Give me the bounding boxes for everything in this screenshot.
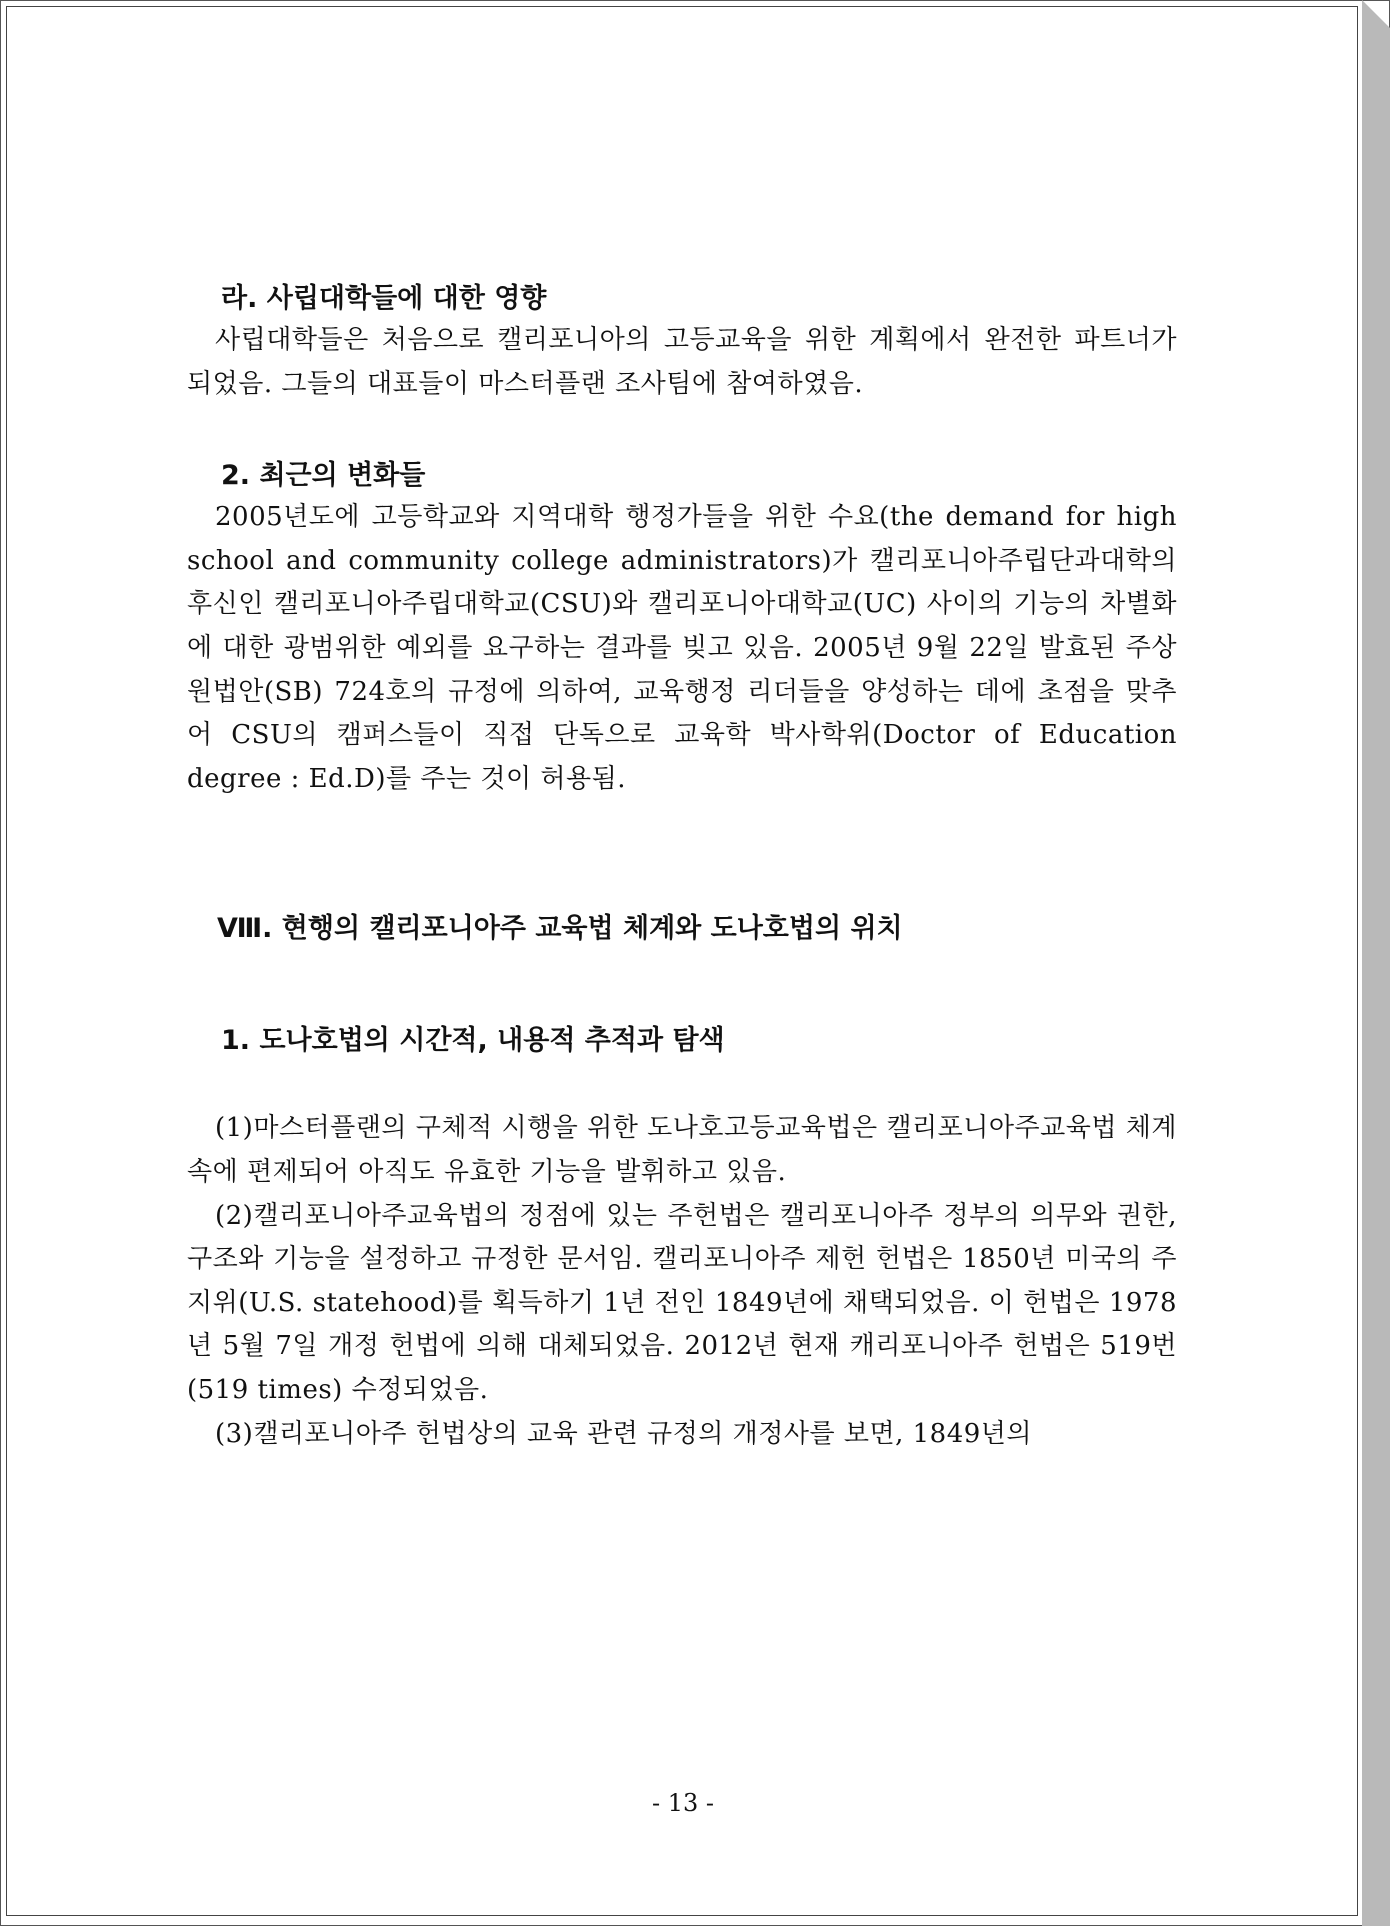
paragraph-section-ra: 사립대학들은 처음으로 캘리포니아의 고등교육을 위한 계획에서 완전한 파트너가 되었음. 그들의 대표들이 마스터플랜 조사팀에 참여하였음. <box>187 325 1177 399</box>
heading-chapter-8: Ⅷ. 현행의 캘리포니아주 교육법 체계와 도나호법의 위치 <box>217 913 903 945</box>
paragraph-section-1-item-3: (3)캘리포니아주 헌법상의 교육 관련 규정의 개정사를 보면, 1849년의 <box>215 1418 1033 1449</box>
page-content <box>187 279 1177 1456</box>
page-edge-shadow <box>1362 0 1390 1926</box>
heading-section-1: 1. 도나호법의 시간적, 내용적 추적과 탐색 <box>221 1025 725 1057</box>
paragraph-section-2: 2005년도에 고등학교와 지역대학 행정가들을 위한 수요(the demand for high school and community college administrators)가 캘리포니아주립단과대학의 후신인 캘리포니아주립대학교(CSU)와 캘리포니아대학교(UC) 사이의 기능의 차별화에 대한 광범위한 예외를 요구하는 결과를 빚고 있음. 2005년 9월 22일 발효된 주상원법안(SB) 724호의 규정에 의하여, 교육행정 리더들을 양성하는 데에 초점을 맞추어 CSU의 캠퍼스들이 직접 단독으로 교육학 박사학위(Doctor of Education degree : Ed.D)를 주는 것이 허용됨. <box>187 502 1177 794</box>
document-page <box>6 6 1358 1916</box>
heading-section-ra: 라. 사립대학들에 대한 영향 <box>221 283 547 314</box>
heading-section-2: 2. 최근의 변화들 <box>221 460 426 492</box>
paragraph-section-1-item-2: (2)캘리포니아주교육법의 정점에 있는 주헌법은 캘리포니아주 정부의 의무와 권한, 구조와 기능을 설정하고 규정한 문서임. 캘리포니아주 제헌 헌법은 1850년 미국의 주 지위(U.S. statehood)를 획득하기 1년 전인 1849년에 채택되었음. 이 헌법은 1978년 5월 7일 개정 헌법에 의해 대체되었음. 2012년 현재 캐리포니아주 헌법은 519번(519 times) 수정되었음. <box>187 1200 1177 1405</box>
paragraph-section-1-item-1: (1)마스터플랜의 구체적 시행을 위한 도나호고등교육법은 캘리포니아주교육법 체계 속에 편제되어 아직도 유효한 기능을 발휘하고 있음. <box>187 1113 1177 1187</box>
page-number: - 13 - <box>651 1789 714 1817</box>
